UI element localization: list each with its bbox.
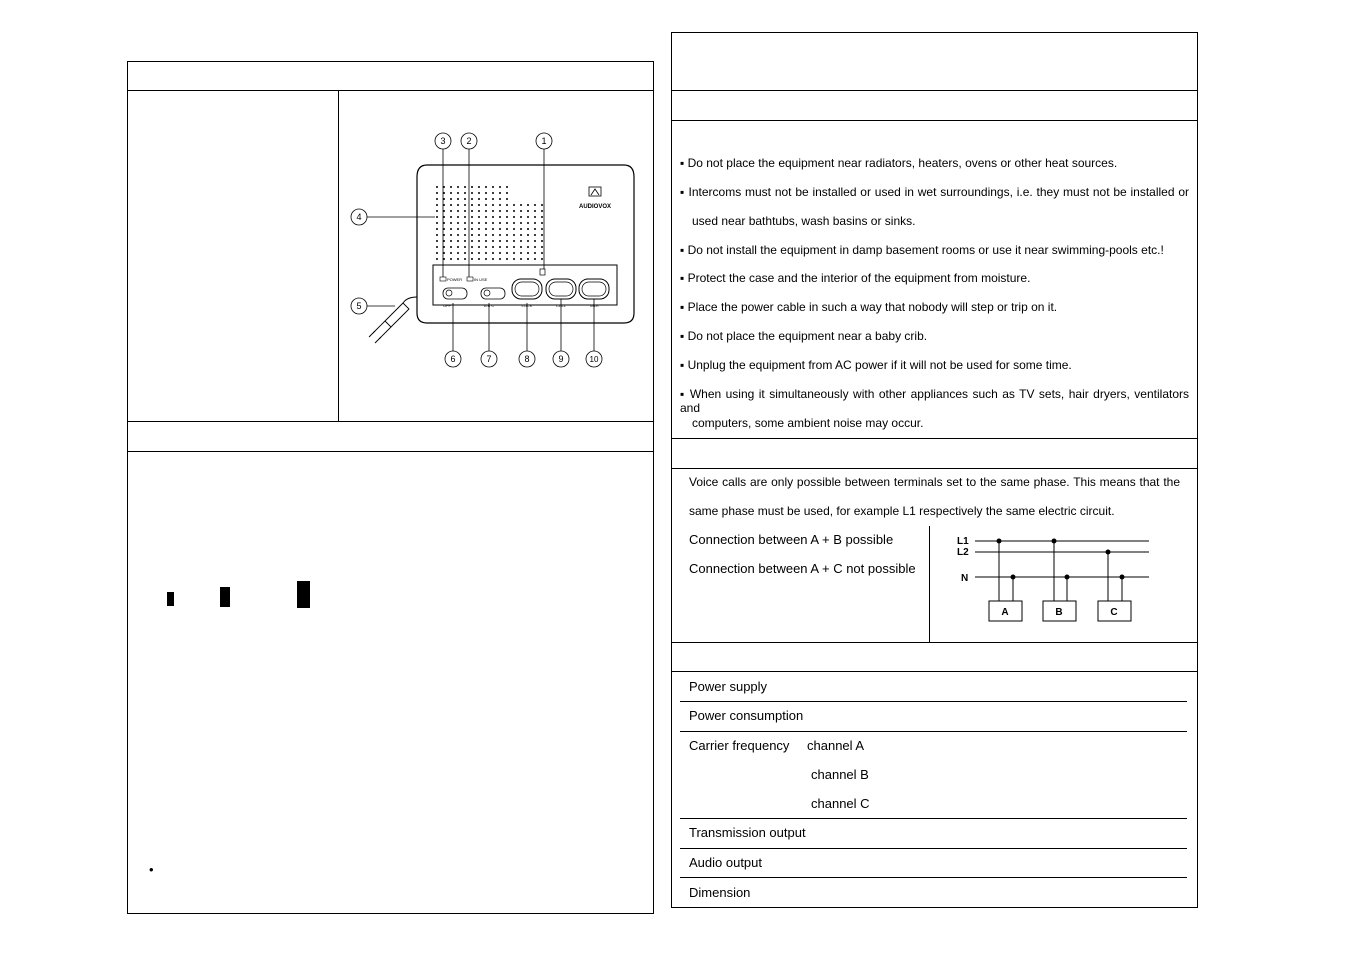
right-divider-1 xyxy=(671,90,1198,91)
callouts xyxy=(351,133,602,367)
callout-3: 3 xyxy=(440,136,446,146)
label-n: N xyxy=(961,573,969,584)
spec-row-divider xyxy=(680,701,1187,702)
callout-7: 7 xyxy=(486,354,492,364)
left-mid-divider-2 xyxy=(127,451,654,452)
power-led-icon xyxy=(440,277,446,281)
phase-text-line-2: same phase must be used, for example L1 respectively the same electric circuit. xyxy=(689,504,1115,518)
spec-transmission-output: Transmission output xyxy=(689,825,806,840)
callout-8: 8 xyxy=(524,354,530,364)
svg-text:C: C xyxy=(1110,607,1118,618)
safety-item-8-cont: computers, some ambient noise may occur. xyxy=(692,416,924,430)
label-l2: L2 xyxy=(957,547,969,558)
svg-text:A: A xyxy=(1001,607,1009,618)
svg-text:B: B xyxy=(1055,607,1063,618)
svg-text:LOCK: LOCK xyxy=(521,303,533,308)
callout-4: 4 xyxy=(356,212,362,222)
spec-power-supply: Power supply xyxy=(689,679,768,694)
safety-item-2-cont: used near bathtubs, wash basins or sinks. xyxy=(692,214,916,228)
spec-row-divider xyxy=(680,818,1187,819)
safety-item-5: ▪ Place the power cable in such a way that nobody will step or trip on it. xyxy=(680,300,1058,314)
phase-ac-text: Connection between A + C not possible xyxy=(689,561,916,576)
spec-carrier-frequency: Carrier frequency xyxy=(689,738,790,753)
callout-5: 5 xyxy=(356,301,362,311)
power-switch-icon xyxy=(443,288,467,299)
spec-row-divider xyxy=(680,848,1187,849)
spec-dimension: Dimension xyxy=(689,885,751,900)
callout-2: 2 xyxy=(466,136,472,146)
callout-6: 6 xyxy=(450,354,456,364)
safety-item-7: ▪ Unplug the equipment from AC power if it will not be used for some time. xyxy=(680,358,1072,372)
spec-row-divider xyxy=(680,731,1187,732)
safety-item-8: ▪ When using it simultaneously with other appliances such as TV sets, hair dryers, ventilators and xyxy=(680,387,1189,415)
left-column-divider xyxy=(338,90,339,421)
svg-text:IN USE: IN USE xyxy=(474,277,488,282)
right-divider-5 xyxy=(671,642,1198,643)
label-l1: L1 xyxy=(957,536,969,547)
brand-logo-icon xyxy=(589,187,601,196)
callout-1: 1 xyxy=(541,136,547,146)
power-plug-icon xyxy=(369,297,417,343)
right-divider-3 xyxy=(671,438,1198,439)
safety-item-6: ▪ Do not place the equipment near a baby crib. xyxy=(680,329,928,343)
callout-9: 9 xyxy=(558,354,564,364)
left-mid-divider-1 xyxy=(127,421,654,422)
phase-text-line-1: Voice calls are only possible between terminals set to the same phase. This means that the xyxy=(689,475,1180,489)
left-header-divider xyxy=(127,90,654,91)
spec-power-consumption: Power consumption xyxy=(689,708,804,723)
right-divider-6 xyxy=(671,671,1198,672)
right-divider-4 xyxy=(671,468,1198,469)
safety-item-3: ▪ Do not install the equipment in damp basement rooms or use it near swimming-pools etc.! xyxy=(680,243,1164,257)
svg-text:POWER: POWER xyxy=(447,277,463,282)
callout-10: 10 xyxy=(589,355,599,364)
in-use-led-icon xyxy=(467,277,473,281)
svg-text:TALK: TALK xyxy=(589,303,599,308)
spec-channel-b: channel B xyxy=(811,767,869,782)
level-bar-medium xyxy=(220,587,230,607)
safety-item-4: ▪ Protect the case and the interior of the equipment from moisture. xyxy=(680,271,1031,285)
safety-item-2: ▪ Intercoms must not be installed or used in wet surroundings, i.e. they must not be installed or xyxy=(680,185,1189,199)
phase-ab-text: Connection between A + B possible xyxy=(689,532,894,547)
channel-switch-icon xyxy=(481,288,505,299)
phase-column-divider xyxy=(929,526,930,642)
speaker-grille xyxy=(436,186,543,260)
safety-item-1: ▪ Do not place the equipment near radiators, heaters, ovens or other heat sources. xyxy=(680,156,1118,170)
svg-text:OFF: OFF xyxy=(443,303,451,308)
bullet-point: • xyxy=(149,862,154,877)
spec-channel-a: channel A xyxy=(807,738,865,753)
level-bar-large xyxy=(297,581,310,608)
spec-row-divider xyxy=(680,877,1187,878)
spec-channel-c: channel C xyxy=(811,796,870,811)
brand-text: AUDIOVOX xyxy=(578,204,612,210)
right-divider-2 xyxy=(671,120,1198,121)
device-illustration xyxy=(345,125,645,375)
spec-audio-output: Audio output xyxy=(689,855,763,870)
level-bar-small xyxy=(167,592,174,606)
svg-text:CALL: CALL xyxy=(555,303,567,308)
svg-text:A B C: A B C xyxy=(484,303,495,308)
phase-wiring-diagram xyxy=(955,532,1155,627)
